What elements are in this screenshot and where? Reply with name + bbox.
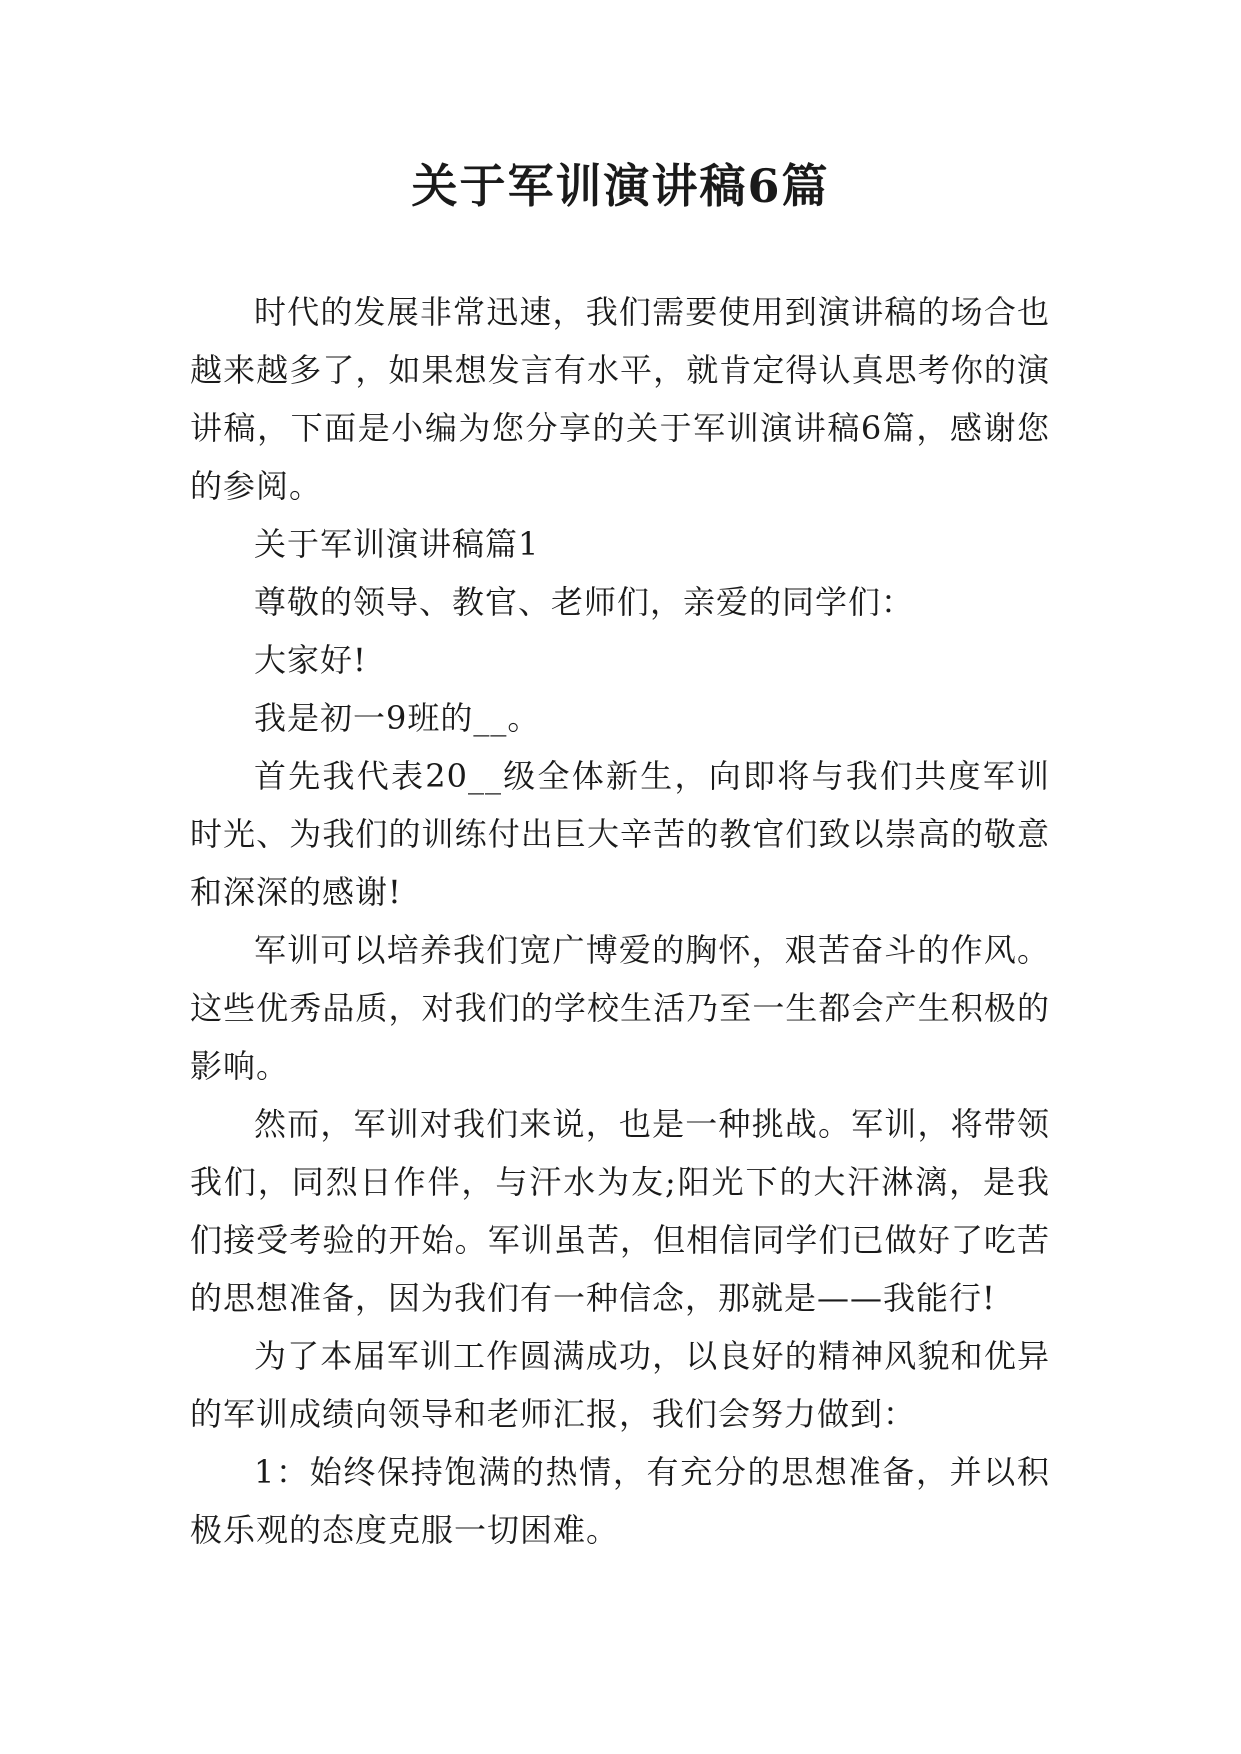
section-heading: 关于军训演讲稿篇1 xyxy=(254,525,540,563)
document-body xyxy=(190,283,1050,1559)
body-paragraph: 军训可以培养我们宽广博爱的胸怀，艰苦奋斗的作风。这些优秀品质，对我们的学校生活乃至一生都会产生积极的影响。 xyxy=(190,931,1050,1085)
intro-paragraph: 时代的发展非常迅速，我们需要使用到演讲稿的场合也越来越多了，如果想发言有水平，就肯定得认真思考你的演讲稿，下面是小编为您分享的关于军训演讲稿6篇，感谢您的参阅。 xyxy=(190,293,1050,505)
list-item: 1：始终保持饱满的热情，有充分的思想准备，并以积极乐观的态度克服一切困难。 xyxy=(190,1453,1050,1549)
body-paragraph: 然而，军训对我们来说，也是一种挑战。军训，将带领我们，同烈日作伴，与汗水为友;阳光下的大汗淋漓，是我们接受考验的开始。军训虽苦，但相信同学们已做好了吃苦的思想准备，因为我们有一种信念，那就是——我能行! xyxy=(190,1105,1050,1317)
body-paragraph: 为了本届军训工作圆满成功，以良好的精神风貌和优异的军训成绩向领导和老师汇报，我们会努力做到： xyxy=(190,1337,1050,1433)
salutation: 尊敬的领导、教官、老师们，亲爱的同学们： xyxy=(254,583,915,621)
greeting: 大家好! xyxy=(254,641,367,679)
self-introduction: 我是初一9班的__。 xyxy=(254,699,541,737)
body-paragraph: 首先我代表20__级全体新生，向即将与我们共度军训时光、为我们的训练付出巨大辛苦的教官们致以崇高的敬意和深深的感谢! xyxy=(190,757,1050,911)
document-title: 关于军训演讲稿6篇 xyxy=(411,159,830,213)
